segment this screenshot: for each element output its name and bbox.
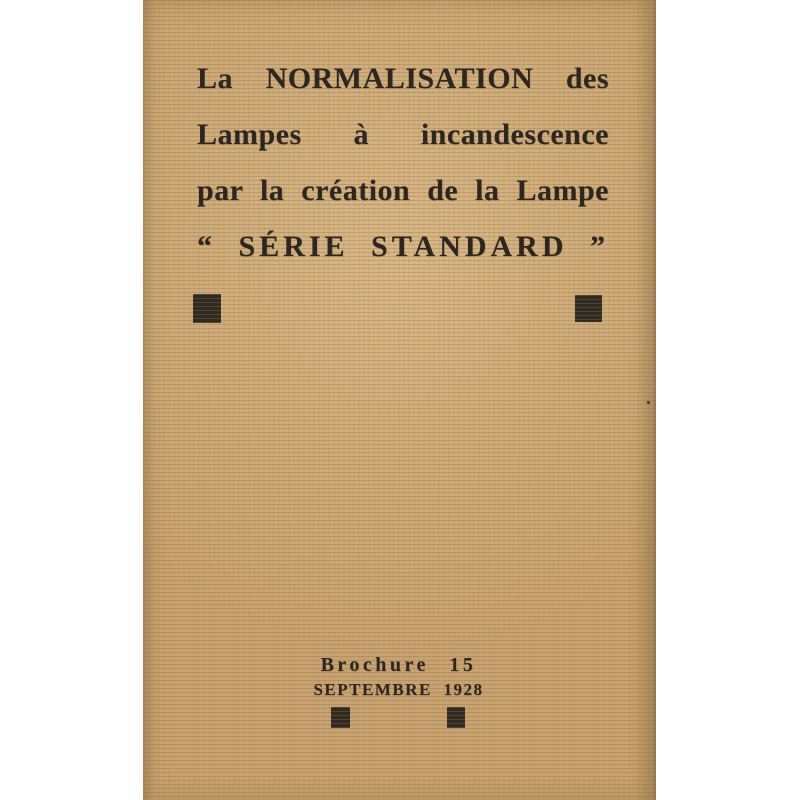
title-line-2: Lampes à incandescence xyxy=(197,118,609,151)
publication-date-label: SEPTEMBRE 1928 xyxy=(313,680,484,699)
cover-title xyxy=(197,51,609,275)
title-line-3: par la création de la Lampe xyxy=(197,174,609,207)
black-square-ornament-top-right xyxy=(575,295,602,322)
black-square-ornament-top-left xyxy=(193,294,221,323)
title-line-4-series-standard: “ SÉRIE STANDARD ” xyxy=(197,230,609,263)
brochure-cover xyxy=(143,0,656,800)
black-square-ornament-bottom-right xyxy=(447,707,465,728)
black-square-ornament-bottom-left xyxy=(331,707,350,728)
paper-ink-speck xyxy=(647,401,650,404)
brochure-number-label: Brochure 15 xyxy=(320,654,477,676)
title-line-1: La NORMALISATION des xyxy=(197,62,609,95)
